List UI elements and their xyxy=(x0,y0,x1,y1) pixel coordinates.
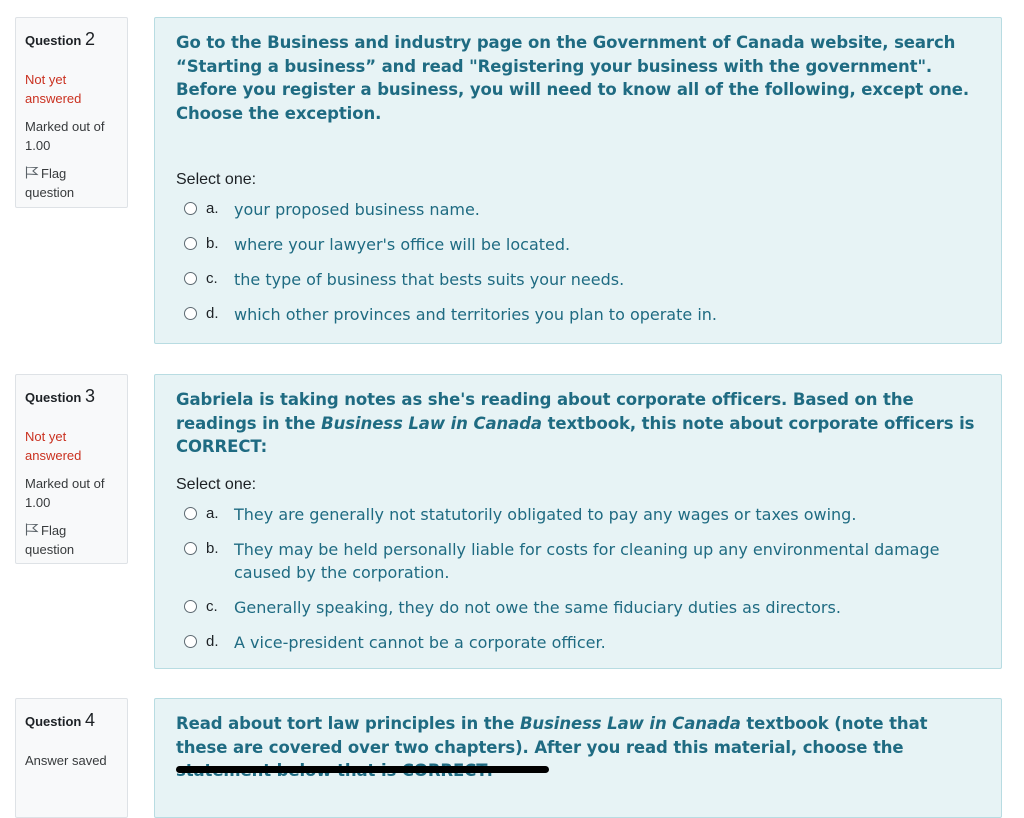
question-3-answers xyxy=(176,503,980,654)
question-2-state: Not yet answered xyxy=(25,72,82,106)
radio-button[interactable] xyxy=(184,237,197,250)
question-3-option-c[interactable]: c. Generally speaking, they do not owe the same fiduciary duties as directors. xyxy=(176,596,980,619)
question-2-answers xyxy=(176,198,980,326)
question-3-option-b[interactable]: b. They may be held personally liable for costs for cleaning up any environmental damage caused by the corporation. xyxy=(176,538,980,584)
question-4-number: Question 4 xyxy=(25,710,95,730)
horizontal-scrollbar[interactable] xyxy=(176,766,549,773)
radio-button[interactable] xyxy=(184,202,197,215)
question-3-prompt: Select one: xyxy=(176,475,257,493)
radio-button[interactable] xyxy=(184,307,197,320)
question-3-number: Question 3 xyxy=(25,386,95,406)
question-2-number: Question 2 xyxy=(25,29,95,49)
question-2-option-c[interactable]: c. the type of business that bests suits your needs. xyxy=(176,268,980,291)
question-3-option-a[interactable]: a. They are generally not statutorily obligated to pay any wages or taxes owing. xyxy=(176,503,980,526)
question-3-option-d[interactable]: d. A vice-president cannot be a corporate officer. xyxy=(176,631,980,654)
question-4-state: Answer saved xyxy=(25,753,107,768)
question-3-state: Not yet answered xyxy=(25,429,82,463)
question-2-flag-link[interactable]: Flag question xyxy=(25,166,75,200)
radio-button[interactable] xyxy=(184,507,197,520)
radio-button[interactable] xyxy=(184,542,197,555)
question-3-info xyxy=(15,374,128,564)
question-2-option-d[interactable]: d. which other provinces and territories you plan to operate in. xyxy=(176,303,980,326)
radio-button[interactable] xyxy=(184,600,197,613)
question-4-info xyxy=(15,698,128,818)
question-4-content xyxy=(154,698,1002,818)
question-2-option-a[interactable]: a. your proposed business name. xyxy=(176,198,980,221)
question-2-text: Go to the Business and industry page on the Government of Canada website, search “Starting a business” and read "Registering your business with the government". Before you register a business, you will need to know all of the following, except one. Choose the exception. xyxy=(176,33,969,123)
question-3-text: Gabriela is taking notes as she's reading about corporate officers. Based on the readings in the Business Law in Canada textbook, this note about corporate officers is CORRECT: xyxy=(176,390,975,456)
question-2-option-b[interactable]: b. where your lawyer's office will be located. xyxy=(176,233,980,256)
flag-icon xyxy=(25,166,39,179)
question-3-content xyxy=(154,374,1002,669)
question-4-text: Read about tort law principles in the Business Law in Canada textbook (note that these are covered over two chapters). After you read this material, choose the xyxy=(176,714,928,757)
radio-button[interactable] xyxy=(184,272,197,285)
question-2-prompt: Select one: xyxy=(176,171,257,188)
question-3-grade: Marked out of 1.00 xyxy=(25,476,105,510)
question-2-info xyxy=(15,17,128,208)
question-2-content xyxy=(154,17,1002,344)
question-3-flag-link[interactable]: Flag question xyxy=(25,523,75,557)
radio-button[interactable] xyxy=(184,635,197,648)
question-2-grade: Marked out of 1.00 xyxy=(25,119,105,153)
flag-icon xyxy=(25,523,39,536)
